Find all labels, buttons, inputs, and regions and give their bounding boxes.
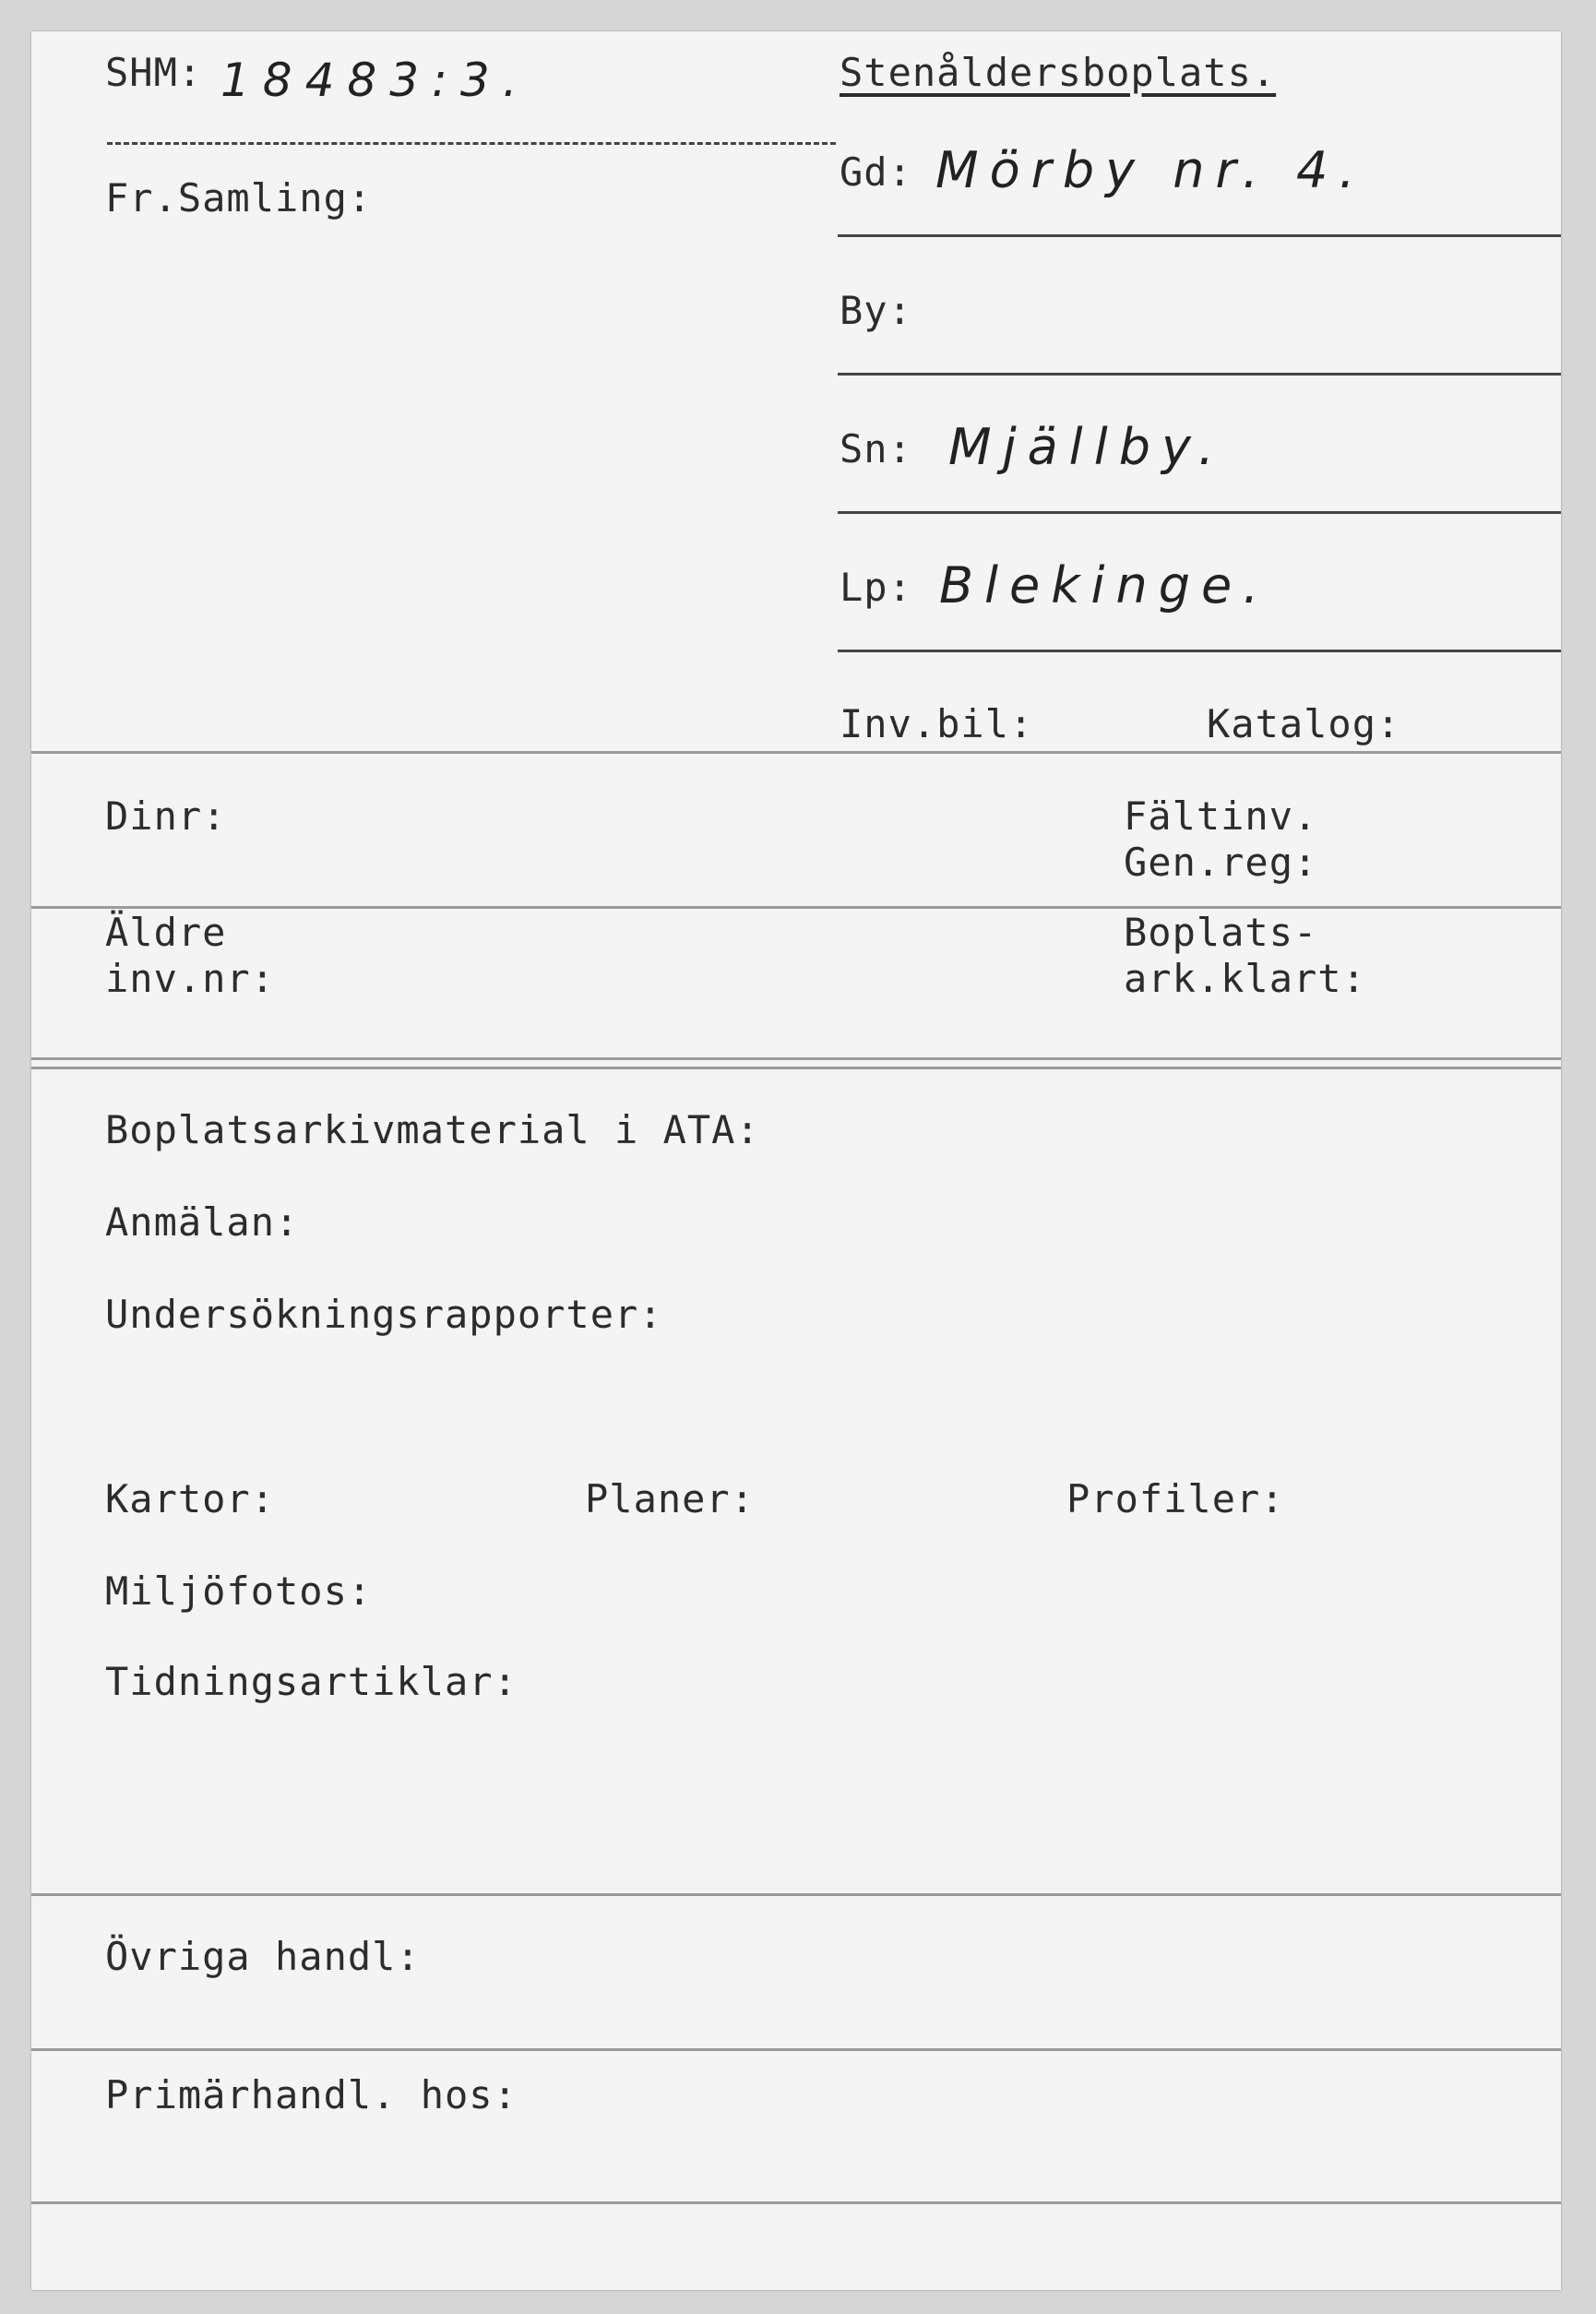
ovriga-label: Övriga handl:: [105, 1934, 421, 1979]
double-rule-bottom: [31, 1067, 1561, 1069]
miljofotos-label: Miljöfotos:: [105, 1569, 373, 1614]
by-line: [838, 373, 1561, 376]
shm-value: 18483:3.: [220, 54, 530, 107]
dinr-label: Dinr:: [105, 793, 227, 839]
faltinv-label: Fältinv.: [1124, 793, 1318, 839]
genreg-label: Gen.reg:: [1124, 840, 1318, 885]
gd-label: Gd:: [840, 149, 912, 195]
section-rule: [31, 1893, 1561, 1896]
lp-value: Blekinge.: [939, 556, 1270, 614]
sn-line: [838, 511, 1561, 514]
anmalan-label: Anmälan:: [105, 1199, 300, 1245]
fr-samling-label: Fr.Samling:: [105, 175, 373, 221]
planer-label: Planer:: [585, 1476, 756, 1521]
section-rule: [31, 906, 1561, 909]
by-label: By:: [840, 288, 912, 333]
sn-value: Mjällby.: [948, 418, 1225, 476]
lp-line: [838, 650, 1561, 652]
archive-heading: Boplatsarkivmaterial i ATA:: [105, 1107, 760, 1152]
section-rule: [31, 751, 1561, 754]
primar-label: Primärhandl. hos:: [105, 2072, 518, 2117]
boplats-label-line2: ark.klart:: [1124, 956, 1366, 1001]
kartor-label: Kartor:: [105, 1476, 276, 1521]
boplats-label-line1: Boplats-: [1124, 910, 1318, 955]
gd-line: [838, 234, 1561, 237]
sn-label: Sn:: [840, 426, 912, 471]
shm-label: SHM:: [105, 50, 203, 95]
profiler-label: Profiler:: [1066, 1476, 1285, 1521]
lp-label: Lp:: [840, 565, 912, 610]
aldre-label-line1: Äldre: [105, 910, 227, 955]
katalog-label: Katalog:: [1207, 701, 1401, 746]
inv-bil-label: Inv.bil:: [840, 701, 1034, 746]
gd-value: Mörby nr. 4.: [935, 141, 1366, 199]
header-divider: [107, 142, 836, 145]
index-card: [31, 31, 1561, 2290]
tidning-label: Tidningsartiklar:: [105, 1659, 518, 1704]
section-rule: [31, 2048, 1561, 2051]
rapporter-label: Undersökningsrapporter:: [105, 1292, 663, 1337]
section-rule: [31, 2201, 1561, 2204]
site-type-title: Stenåldersboplats.: [840, 50, 1277, 95]
aldre-label-line2: inv.nr:: [105, 956, 276, 1001]
double-rule-top: [31, 1057, 1561, 1060]
